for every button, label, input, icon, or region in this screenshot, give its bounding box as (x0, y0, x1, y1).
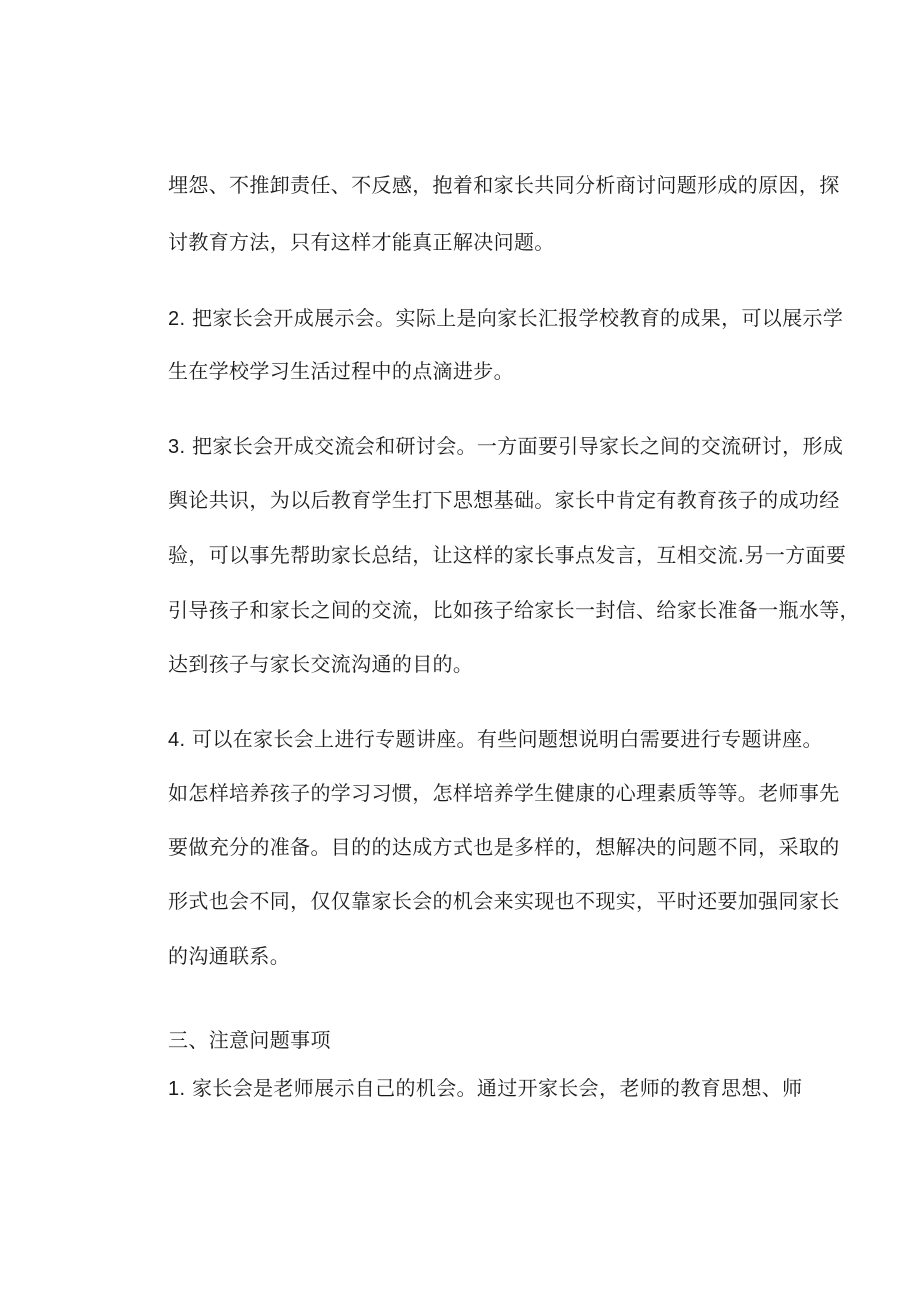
text-span: 把家长会开成展示会。实际上是向家长汇报学校教育的成果，可以展示学 (192, 306, 844, 330)
item-number: 2. (168, 308, 186, 330)
text-line: 引导孩子和家长之间的交流，比如孩子给家长一封信、给家长准备一瓶水等， (168, 598, 860, 622)
text-line: 要做充分的准备。目的的达成方式也是多样的，想解决的问题不同，采取的 (168, 835, 840, 859)
text-span: 把家长会开成交流会和研讨会。一方面要引导家长之间的交流研讨，形成 (192, 434, 844, 458)
text-line: 生在学校学习生活过程中的点滴进步。 (168, 359, 514, 383)
numbered-line (168, 434, 843, 459)
text-line: 形式也会不同，仅仅靠家长会的机会来实现也不现实，平时还要加强同家长 (168, 889, 840, 913)
text-line: 的沟通联系。 (168, 944, 291, 968)
text-line: 如怎样培养孩子的学习习惯，怎样培养学生健康的心理素质等等。老师事先 (168, 781, 840, 805)
text-line: 舆论共识，为以后教育学生打下思想基础。家长中肯定有教育孩子的成功经 (168, 488, 840, 512)
text-line: 达到孩子与家长交流沟通的目的。 (168, 652, 474, 676)
numbered-line (168, 306, 843, 331)
item-number: 1. (168, 1078, 186, 1100)
numbered-line (168, 727, 823, 752)
numbered-line (168, 1076, 803, 1101)
text-line: 埋怨、不推卸责任、不反感，抱着和家长共同分析商讨问题形成的原因，探 (168, 173, 840, 197)
text-line: 讨教育方法，只有这样才能真正解决问题。 (168, 230, 555, 254)
section-heading: 三、注意问题事项 (168, 1028, 331, 1052)
item-number: 4. (168, 729, 186, 751)
text-line: 验，可以事先帮助家长总结，让这样的家长事点发言，互相交流.另一方面要 (168, 543, 847, 567)
text-span: 可以在家长会上进行专题讲座。有些问题想说明白需要进行专题讲座。 (192, 727, 823, 751)
item-number: 3. (168, 436, 186, 458)
text-span: 家长会是老师展示自己的机会。通过开家长会，老师的教育思想、师 (192, 1076, 803, 1100)
